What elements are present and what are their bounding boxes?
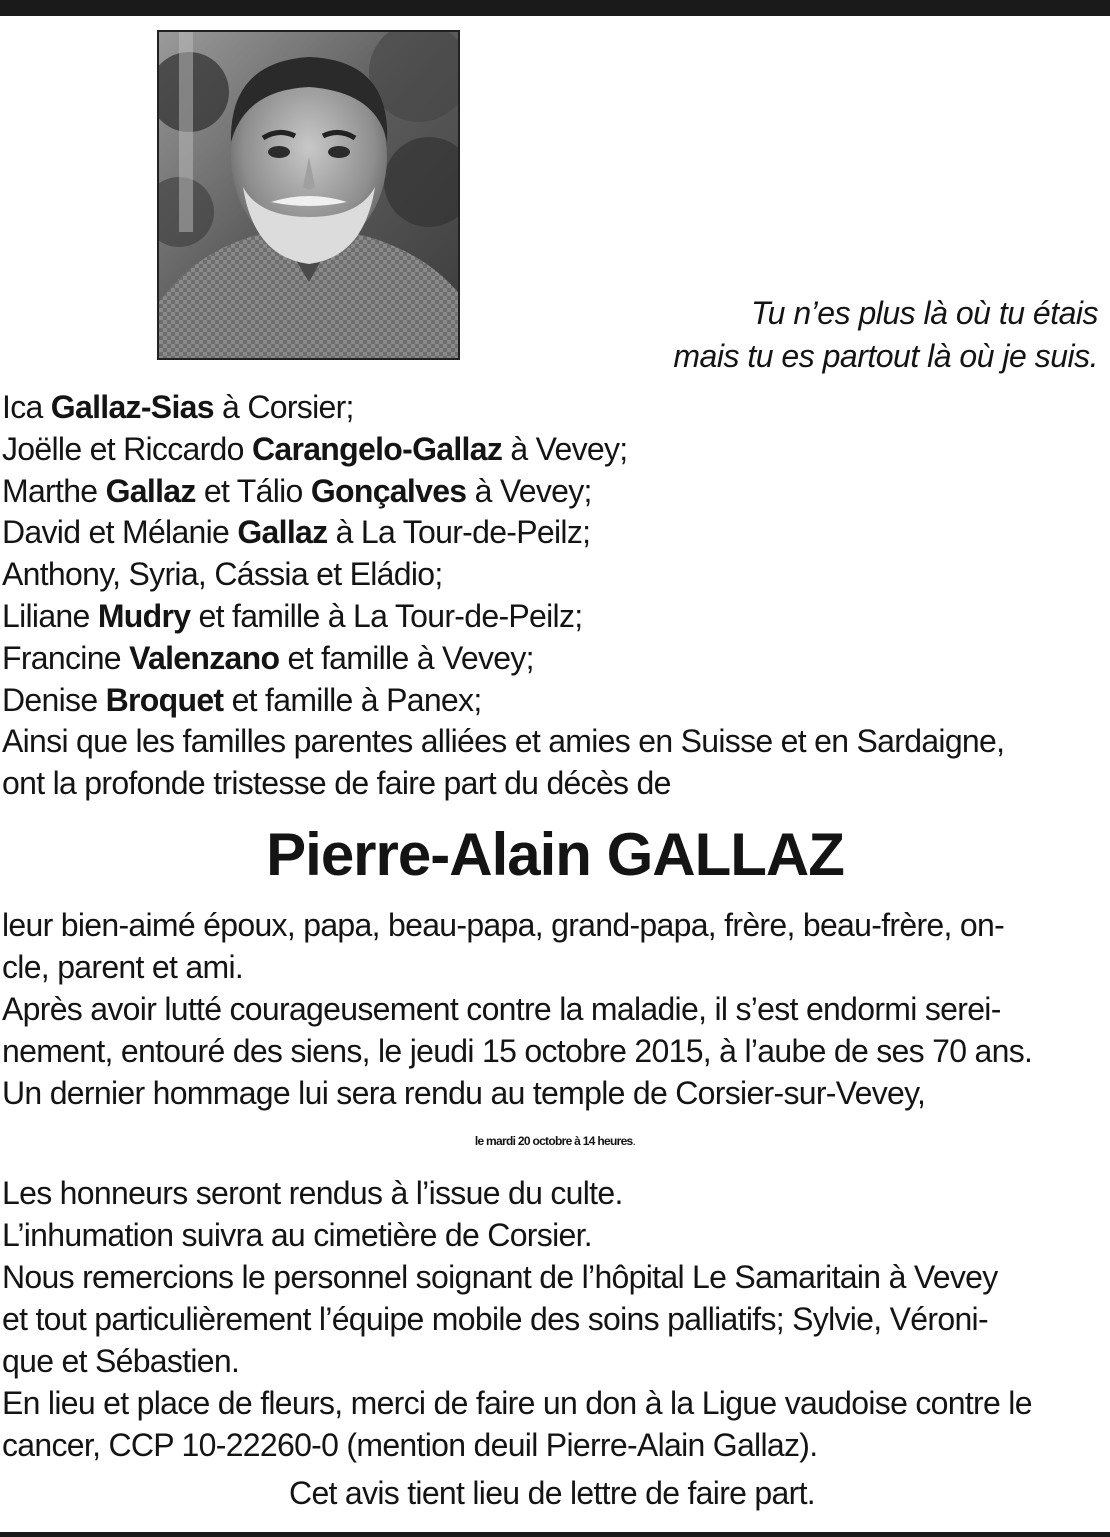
quote-line-2: mais tu es partout là où je suis. xyxy=(673,338,1098,374)
details-line: que et Sébastien. xyxy=(2,1343,240,1379)
ceremony-date: le mardi 20 octobre à 14 heures xyxy=(474,1134,633,1148)
description-line: Après avoir lutté courageusement contre la maladie, il s’est endormi serei- xyxy=(2,991,1001,1027)
description-line: Un dernier hommage lui sera rendu au temple de Corsier-sur-Vevey, xyxy=(2,1075,926,1111)
family-list xyxy=(2,387,1108,805)
description-line: nement, entouré des siens, le jeudi 15 octobre 2015, à l’aube de ses 70 ans. xyxy=(2,1033,1033,1069)
family-line: Anthony, Syria, Cássia et Eládio; xyxy=(2,556,443,593)
details-line: Les honneurs seront rendus à l’issue du culte. xyxy=(2,1175,623,1211)
family-line: ont la profonde tristesse de faire part du décès de xyxy=(2,765,671,802)
top-border-rule xyxy=(0,0,1110,16)
family-line: Ainsi que les familles parentes alliées et amies en Suisse et en Sardaigne, xyxy=(2,723,1005,760)
closing-note: Cet avis tient lieu de lettre de faire part. xyxy=(289,1475,815,1511)
details-line: L’inhumation suivra au cimetière de Corsier. xyxy=(2,1217,592,1253)
quote-line-1: Tu n’es plus là où tu étais xyxy=(751,295,1098,331)
details-line: En lieu et place de fleurs, merci de faire un don à la Ligue vaudoise contre le xyxy=(2,1385,1032,1421)
epitaph-quote xyxy=(673,292,1098,378)
family-line: Liliane Mudry et famille à La Tour-de-Peilz; xyxy=(2,597,583,634)
details-line: Nous remercions le personnel soignant de l’hôpital Le Samaritain à Vevey xyxy=(2,1259,998,1295)
family-line: Joëlle et Riccardo Carangelo-Gallaz à Vevey; xyxy=(2,430,628,467)
bottom-border-rule xyxy=(0,1532,1110,1537)
family-line: Ica Gallaz-Sias à Corsier; xyxy=(2,389,354,425)
details-paragraph xyxy=(2,1172,1106,1466)
family-line: David et Mélanie Gallaz à La Tour-de-Peilz; xyxy=(2,514,591,551)
portrait-photo xyxy=(157,30,460,360)
description-line: leur bien-aimé époux, papa, beau-papa, grand-papa, frère, beau-frère, on- xyxy=(2,907,1005,943)
description-paragraph xyxy=(2,904,1106,1114)
details-line: et tout particulièrement l’équipe mobile des soins palliatifs; Sylvie, Véroni- xyxy=(2,1301,988,1337)
description-line: cle, parent et ami. xyxy=(2,949,244,985)
details-line: cancer, CCP 10-22260-0 (mention deuil Pierre-Alain Gallaz). xyxy=(2,1427,818,1463)
ceremony-datetime: le mardi 20 octobre à 14 heures. xyxy=(474,1134,636,1148)
family-line: Denise Broquet et famille à Panex; xyxy=(2,681,482,718)
family-line: Marthe Gallaz et Tálio Gonçalves à Vevey; xyxy=(2,472,592,509)
deceased-name: Pierre-Alain GALLAZ xyxy=(266,821,844,888)
family-line: Francine Valenzano et famille à Vevey; xyxy=(2,639,534,676)
